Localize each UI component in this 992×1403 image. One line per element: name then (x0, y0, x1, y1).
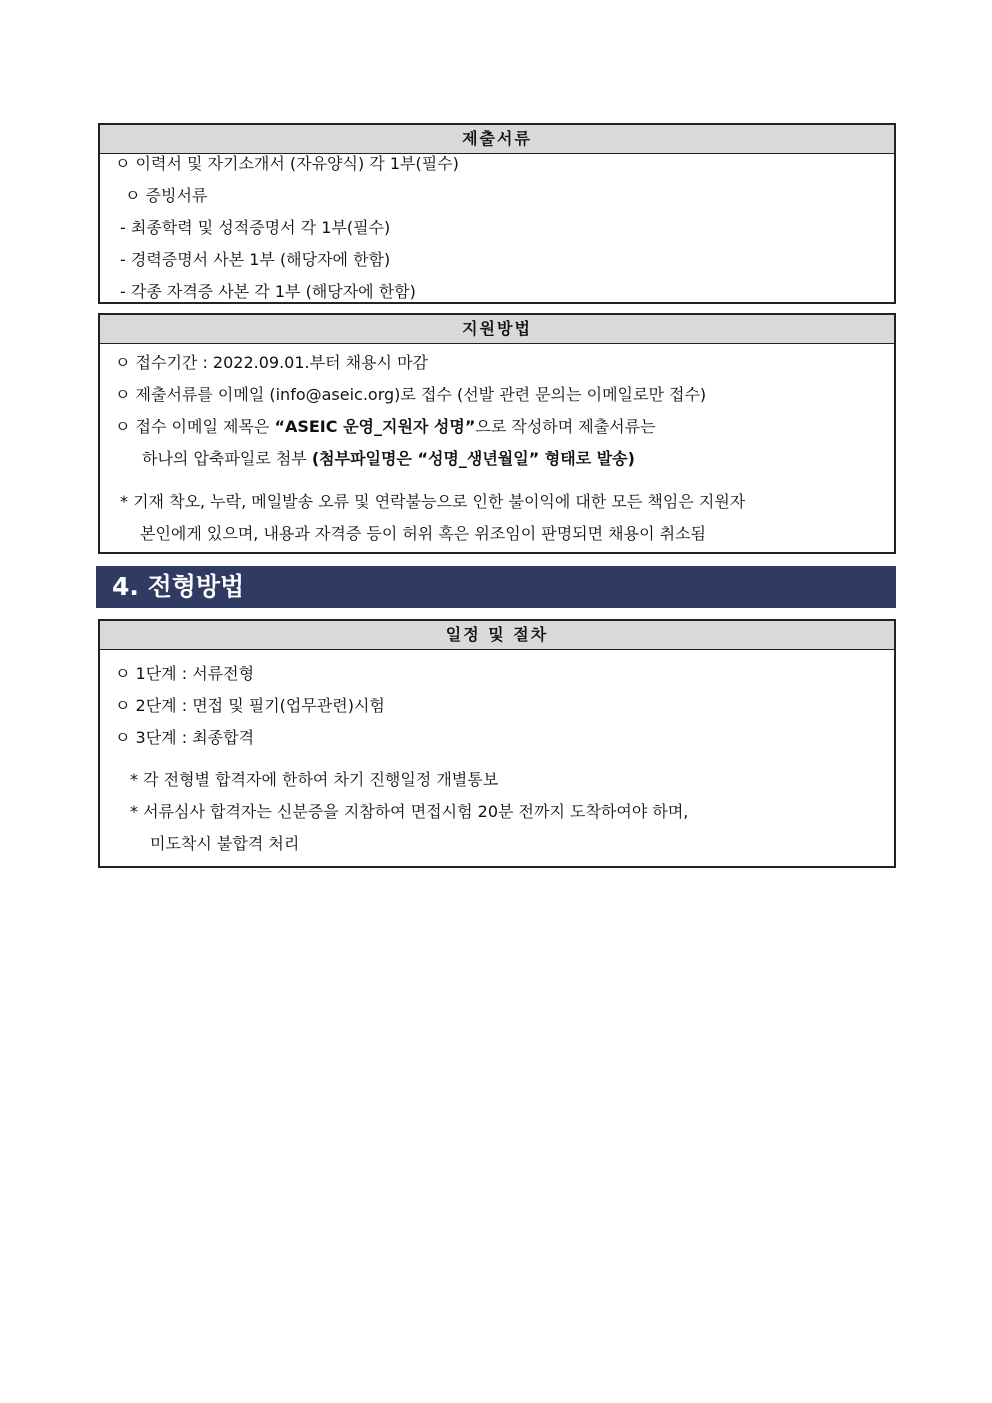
attachment-instruction (142, 449, 635, 469)
application-email-instruction: ㅇ 제출서류를 이메일 (info@aseic.org)로 접수 (선발 관련 문의는 이메일로만 접수) (115, 385, 707, 404)
submission-documents-box (98, 123, 896, 304)
email-subject-instruction (115, 417, 656, 437)
email-subject-format: “ASEIC 운영_지원자 성명” (274, 417, 476, 436)
schedule-note: * 서류심사 합격자는 신분증을 지참하여 면접시험 20분 전까지 도착하여야 하며, (130, 802, 689, 821)
list-item: ㅇ 3단계 : 최종합격 (115, 728, 255, 747)
list-item: - 최종학력 및 성적증명서 각 1부(필수) (120, 218, 391, 237)
list-item: ㅇ 이력서 및 자기소개서 (자유양식) 각 1부(필수) (115, 154, 459, 173)
list-item: - 경력증명서 사본 1부 (해당자에 한함) (120, 250, 391, 269)
responsibility-note-continued: 본인에게 있으며, 내용과 자격증 등이 허위 혹은 위조임이 판명되면 채용이 취소됨 (140, 524, 706, 543)
list-item: ㅇ 증빙서류 (125, 186, 208, 205)
list-item: - 각종 자격증 사본 각 1부 (해당자에 한함) (120, 282, 416, 301)
list-item: ㅇ 1단계 : 서류전형 (115, 664, 255, 683)
application-method-header: 지원방법 (100, 315, 894, 344)
submission-documents-header: 제출서류 (100, 125, 894, 154)
attachment-filename-format: (첨부파일명은 “성명_생년월일” 형태로 발송) (311, 449, 635, 468)
section-title: 4. 전형방법 (96, 566, 896, 608)
email-subject-text: ㅇ 접수 이메일 제목은 (115, 417, 275, 436)
attachment-text: 하나의 압축파일로 첨부 (142, 449, 312, 468)
schedule-procedure-header: 일정 및 절차 (100, 621, 894, 650)
schedule-note-continued: 미도착시 불합격 처리 (150, 834, 300, 853)
schedule-note: * 각 전형별 합격자에 한하여 차기 진행일정 개별통보 (130, 770, 499, 789)
list-item: ㅇ 2단계 : 면접 및 필기(업무관련)시험 (115, 696, 385, 715)
application-period: ㅇ 접수기간 : 2022.09.01.부터 채용시 마감 (115, 353, 428, 372)
responsibility-note: * 기재 착오, 누락, 메일발송 오류 및 연락불능으로 인한 불이익에 대한 모든 책임은 지원자 (120, 492, 746, 511)
email-subject-text-end: 으로 작성하며 제출서류는 (475, 417, 656, 436)
